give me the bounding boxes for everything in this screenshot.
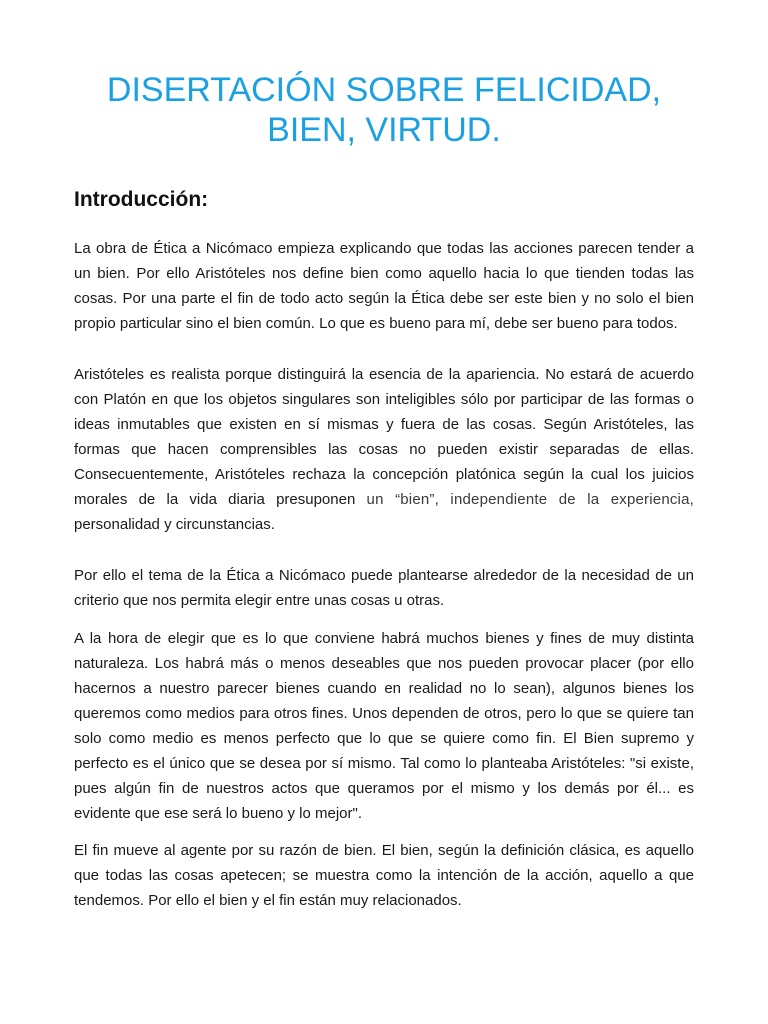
paragraph-1: La obra de Ética a Nicómaco empieza explicando que todas las acciones parecen tender a un bien. Por ello Aristóteles nos define bien como aquello hacia lo que tienden todas las cosas. Por una parte el fin de todo acto según la Ética debe ser este bien y no solo el bien propio particular sino el bien común. Lo que es bueno para mí, debe ser bueno para todos. [74, 240, 694, 332]
title-line-2: BIEN, VIRTUD. [267, 111, 501, 149]
paragraph-2-text: Aristóteles es realista porque distinguirá la esencia de la apariencia. No estará de acuerdo con Platón en que los objetos singulares son inteligibles sólo por participar de las formas o ideas inmutables que existen en sí mismas y fuera de las cosas. Según Aristóteles, las formas que hacen comprensibles las cosas no pueden existir separadas de ellas. Consecuentemente, Aristóteles rechaza la concepción platónica según la cual los juicios morales de la vida diaria presuponen [74, 366, 694, 508]
paragraph-2 [74, 362, 694, 537]
paragraph-3: Por ello el tema de la Ética a Nicómaco puede plantearse alrededor de la necesidad de un criterio que nos permita elegir entre unas cosas u otras. [74, 567, 694, 609]
document-title [40, 70, 728, 150]
title-line-1: DISERTACIÓN SOBRE FELICIDAD, [106, 71, 662, 109]
paragraph-5: El fin mueve al agente por su razón de bien. El bien, según la definición clásica, es aquello que todas las cosas apetecen; se muestra como la intención de la acción, aquello a que tendemos. Por ello el bien y el fin están muy relacionados. [74, 842, 694, 909]
section-heading: Introducción: [74, 188, 209, 211]
paragraph-2-quoted-span: un “bien”, independiente de la experiencia, [366, 491, 695, 508]
paragraph-2-tail: personalidad y circunstancias. [74, 516, 275, 533]
paragraph-4: A la hora de elegir que es lo que conviene habrá muchos bienes y fines de muy distinta naturaleza. Los habrá más o menos deseables que nos pueden provocar placer (por ello hacernos a nuestro parecer bienes cuando en realidad no lo sean), algunos bienes los queremos como medios para otros fines. Unos dependen de otros, pero lo que se quiere tan solo como medio es menos perfecto que lo que se quiere como fin. El Bien supremo y perfecto es el único que se desea por sí mismo. Tal como lo planteaba Aristóteles: "si existe, pues algún fin de nuestros actos que queramos por el mismo y los demás por él... es evidente que ese será lo bueno y lo mejor". [74, 630, 694, 822]
